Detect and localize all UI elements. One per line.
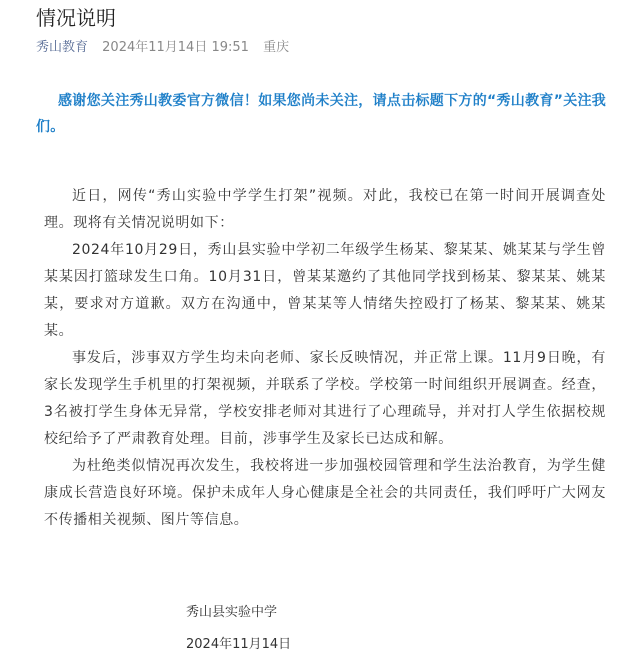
body-paragraph: 近日，网传“秀山实验中学学生打架”视频。对此，我校已在第一时间开展调查处理。现将有关情况说明如下：	[44, 188, 606, 231]
signature-block	[186, 600, 291, 658]
account-name-link[interactable]: 秀山教育	[36, 40, 89, 55]
body-paragraph: 为杜绝类似情况再次发生，我校将进一步加强校园管理和学生法治教育，为学生健康成长营造良好环境。保护未成年人身心健康是全社会的共同责任，我们呼吁广大网友不传播相关视频、图片等信息。	[44, 458, 606, 528]
article-body	[44, 183, 606, 534]
body-paragraph: 事发后，涉事双方学生均未向老师、家长反映情况，并正常上课。11月9日晚，有家长发现学生手机里的打架视频，并联系了学校。学校第一时间组织开展调查。经查，3名被打学生身体无异常，学校安排老师对其进行了心理疏导，并对打人学生依据校规校纪给予了严肃教育处理。目前，涉事学生及家长已达成和解。	[44, 350, 606, 447]
article-title: 情况说明	[36, 6, 116, 30]
publish-datetime: 2024年11月14日 19:51	[102, 40, 249, 55]
follow-notice: 感谢您关注秀山教委官方微信！如果您尚未关注，请点击标题下方的“秀山教育”关注我们。	[36, 93, 607, 135]
signature-organization: 秀山县实验中学	[186, 605, 278, 620]
article-meta	[36, 38, 289, 58]
signature-date: 2024年11月14日	[186, 637, 292, 652]
body-paragraph: 2024年10月29日，秀山县实验中学初二年级学生杨某、黎某某、姚某某与学生曾某某因打篮球发生口角。10月31日，曾某某邀约了其他同学找到杨某、黎某某、姚某某，要求对方道歉。双方在沟通中，曾某某等人情绪失控殴打了杨某、黎某某、姚某某。	[44, 242, 606, 339]
publish-location: 重庆	[263, 40, 290, 55]
